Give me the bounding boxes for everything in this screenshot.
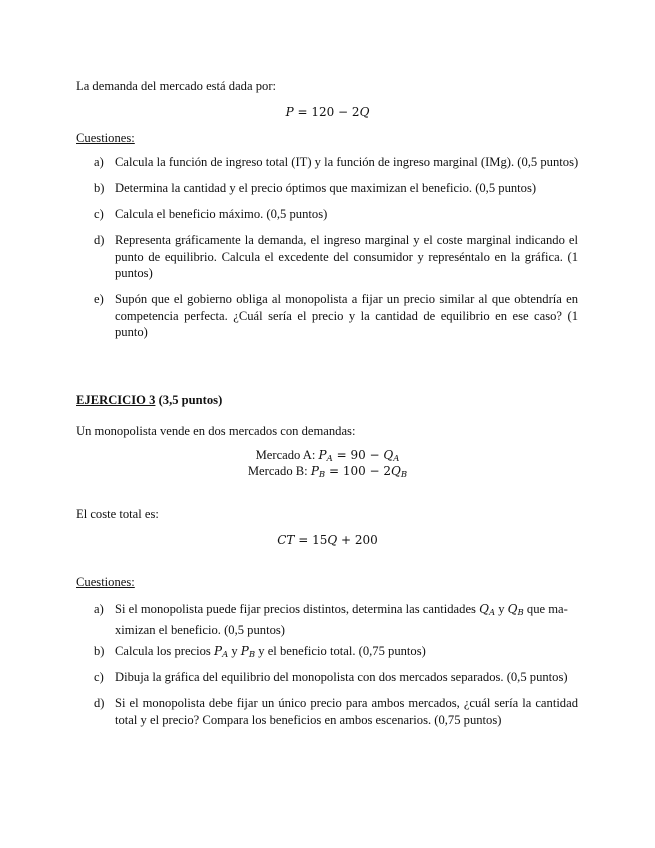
questions-heading-1: Cuestiones: <box>76 131 135 145</box>
demand-intro-text: La demanda del mercado está dada por: <box>76 79 277 93</box>
exercise-points: (3,5 puntos) <box>155 393 223 407</box>
item-label: b) <box>94 644 105 658</box>
market-b-equation: $P_B = 100 - 2Q_B$ <box>310 464 408 480</box>
exercise-title: EJERCICIO 3 <box>76 393 156 407</box>
item-text: Calcula el beneficio máximo. (0,5 puntos) <box>115 207 328 221</box>
market-a-label: Mercado A: <box>255 448 319 462</box>
item-text-line-1 <box>115 643 578 664</box>
questions-heading-2: Cuestiones: <box>76 575 135 589</box>
item-text-part: y el beneficio total. (0,75 puntos) <box>255 644 426 658</box>
item-text-part: que ma- <box>523 602 568 616</box>
item-text-part: Calcula los precios <box>115 644 214 658</box>
item-label: b) <box>94 181 105 195</box>
market-b-label: Mercado B: <box>247 464 311 478</box>
market-a-equation: $P_A = 90 - Q_A$ <box>318 448 400 464</box>
item-text-line-2: total y el precio? Compara los beneficios en ambos escenarios. (0,75 puntos) <box>115 712 502 727</box>
item-label: d) <box>94 233 105 247</box>
qb-symbol: $Q_B$ <box>507 602 524 618</box>
qa-symbol: $Q_A$ <box>479 602 496 618</box>
market-b-line <box>0 463 655 483</box>
item-label: a) <box>94 155 104 169</box>
item-text-line-1: Supón que el gobierno obliga al monopolista a fijar un precio similar al que obtendría en <box>115 292 578 306</box>
item-text-line-2: ximizan el beneficio. (0,5 puntos) <box>115 622 285 637</box>
item-text-part: Si el monopolista puede fijar precios distintos, determina las cantidades <box>115 602 480 616</box>
demand-equation: P = 120 − 2Q <box>285 105 370 119</box>
exercise-3-heading <box>76 392 578 408</box>
item-label: a) <box>94 602 104 616</box>
item-label: e) <box>94 292 104 306</box>
item-text: Dibuja la gráfica del equilibrio del monopolista con dos mercados separados. (0,5 puntos) <box>115 670 568 684</box>
item-text-line-1 <box>115 601 578 622</box>
item-text: Determina la cantidad y el precio óptimos que maximizan el beneficio. (0,5 puntos) <box>115 181 537 195</box>
cost-intro-text: El coste total es: <box>76 507 159 521</box>
item-label: c) <box>94 670 104 684</box>
exercise-3-intro: Un monopolista vende en dos mercados con demandas: <box>76 424 356 438</box>
item-text-line-3: punto) <box>115 325 148 339</box>
pb-symbol: $P_B$ <box>240 644 256 660</box>
item-text-line-2: competencia perfecta. ¿Cuál sería el precio y la cantidad de equilibrio en ese caso? (1 <box>115 308 578 323</box>
item-text: Calcula la función de ingreso total (IT) y la función de ingreso marginal (IMg). (0,5 puntos) <box>115 155 579 169</box>
item-text-line-3: puntos) <box>115 266 153 280</box>
item-text-part: y <box>228 644 241 658</box>
item-label: d) <box>94 696 105 710</box>
cost-equation: CT = 15Q + 200 <box>277 533 378 547</box>
pa-symbol: $P_A$ <box>213 644 229 660</box>
item-text-part: y <box>495 602 508 616</box>
item-text-line-2: punto de equilibrio. Calcula el excedente del consumidor y represéntalo en la gráfica. (1 <box>115 249 578 264</box>
item-text-line-1: Representa gráficamente la demanda, el ingreso marginal y el coste marginal indicando el <box>115 233 578 247</box>
item-text-line-1: Si el monopolista debe fijar un único precio para ambos mercados, ¿cuál sería la cantidad <box>115 696 578 710</box>
item-label: c) <box>94 207 104 221</box>
